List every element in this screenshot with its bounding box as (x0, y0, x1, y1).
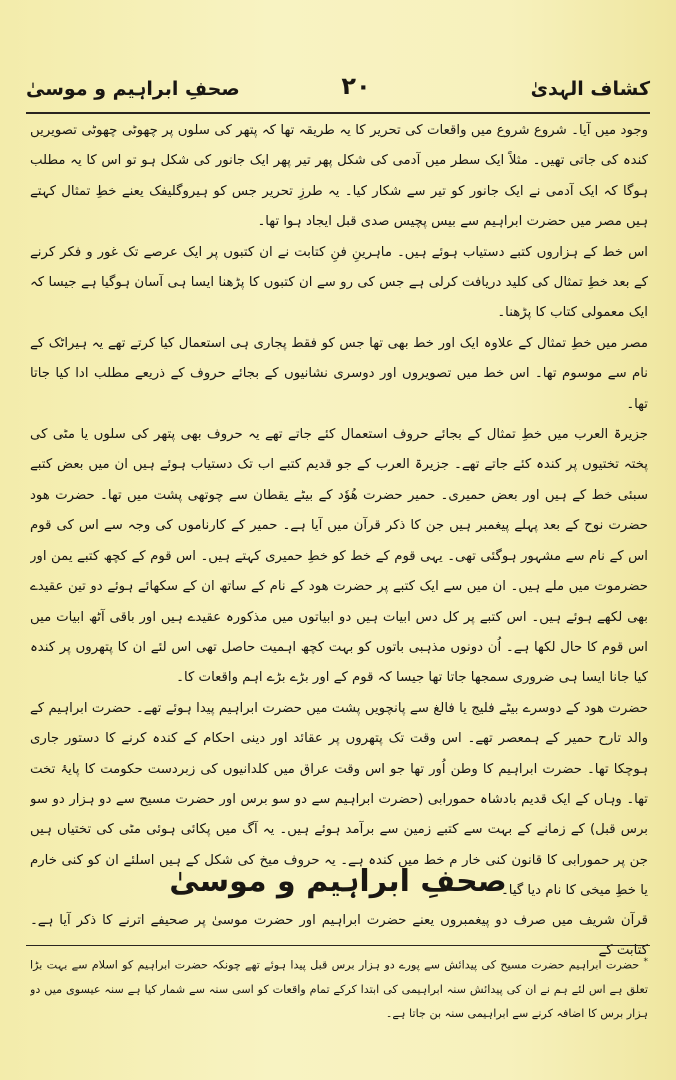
footnote-rule (26, 945, 650, 946)
page-header (26, 72, 650, 108)
footnote (30, 950, 648, 1028)
paragraph: حضرت ھود کے دوسرے بیٹے فلیج یا فالغ سے پانچویں پشت میں حضرت ابراہیم پیدا ہوئے تھے۔ حضرت ابراہیم کے والد تارح حمیر کے ہمعصر تھے۔ اس وقت تک پتھروں پر عقائد اور دینی احکام کے کندہ کرنے کا دستور جاری ہوچکا تھا۔ حضرت ابراہیم کا وطن اُور تھا جو اس وقت عراق میں کلدانیوں کی زبردست حکومت کا پایۂ تخت تھا۔ وہاں کے ایک قدیم بادشاہ حمورابی (حضرت ابراہیم سے دو سو برس اور حضرت مسیح سے دو ہزار دو سو برس قبل) کے زمانے کے بہت سے کتبے زمین سے برآمد ہوئے ہیں۔ یہ آگ میں پکائی ہوئی مٹی کی تختیاں ہیں جن پر حمورابی کا قانون کنی خار م خط میں کندہ ہے۔ یہ حروف میخ کی شکل کے ہیں اسلئے ان کو کنی خارم یا خطِ میخی کا نام دیا گیا۔ (30, 700, 648, 899)
book-title: کشاف الہدیٰ (530, 78, 650, 100)
paragraph: وجود میں آیا۔ شروع شروع میں واقعات کی تحریر کا یہ طریقہ تھا کہ پتھر کی سلوں پر چھوٹی چھوٹی تصویریں کندہ کی جاتی تھیں۔ مثلاً ایک سطر میں آدمی کی شکل پھر تیر پھر ایک جانور کی شکل ہو تو اس کا یہ مطلب ہوگا کہ ایک آدمی نے ایک جانور کو تیر سے شکار کیا۔ یہ طرزِ تحریر جس کو ہیروگلیفک یعنے خطِ تمثال کہتے ہیں مصر میں حضرت ابراہیم سے بیس پچیس صدی قبل ایجاد ہوا تھا۔ (30, 123, 648, 230)
paragraph: اس خط کے ہزاروں کتبے دستیاب ہوئے ہیں۔ ماہرینِ فنِ کتابت نے ان کتبوں پر ایک عرصے تک غور و فکر کرنے کے بعد خطِ تمثال کی کلید دریافت کرلی ہے جس کی رو سے ان کتبوں کا پڑھنا ایسا ہی آسان ہوگیا ہے جیسا کہ ایک معمولی کتاب کا پڑھنا۔ (30, 244, 648, 321)
paragraph: مصر میں خطِ تمثال کے علاوہ ایک اور خط بھی تھا جس کو فقط پجاری ہی استعمال کیا کرتے تھے یہ ہیراٹک کے نام سے موسوم تھا۔ اس خط میں تصویروں اور دوسری نشانیوں کے بجائے حروف کے ذریعے مطلب ادا کیا جاتا تھا۔ (30, 335, 648, 412)
closing-line: قرآن شریف میں صرف دو پیغمبروں یعنے حضرت ابراہیم اور حضرت موسیٰ پر صحیفے اترنے کا ذکر آیا ہے۔ کتابت کے (30, 913, 648, 958)
paragraph: جزیرۃ العرب میں خطِ تمثال کے بجائے حروف استعمال کئے جاتے تھے یہ حروف بھی پتھر کی سلوں یا مٹی کی پختہ تختیوں پر کندہ کئے جاتے تھے۔ جزیرۃ العرب کے جو قدیم کتبے اب تک دستیاب ہوئے ہیں ان میں بعض کتبے سبئی خط کے ہیں اور بعض حمیری۔ حمیر حضرت ھُوٗد کے بیٹے یقطان سے چوتھی پشت میں تھا۔ حضرت ھود حضرت نوح کے بعد پہلے پیغمبر ہیں جن کا ذکر قرآن میں آیا ہے۔ حمیر کے کارناموں کی وجہ سے اس کی قوم اس کے نام سے مشہور ہوگئی تھی۔ یہی قوم کے خط کو خطِ حمیری کہتے ہیں۔ اس قوم کے کچھ کتبے یمن اور حضرموت میں ملے ہیں۔ ان میں سے ایک کتبے پر حضرت ھود کے نام کے ساتھ ان کے سکھائے ہوئے دو تین عقیدے بھی لکھے ہوئے ہیں۔ اس کتبے پر کل دس ابیات ہیں دو ابیاتوں میں مذکورہ عقیدے ہیں اور باقی آٹھ ابیات میں اس قوم کا حال لکھا ہے۔ اُن دونوں مذہبی باتوں کو بہت کچھ اہمیت حاصل تھی اس لئے ان کا پتھروں پر کندہ کیا جانا ایسا ہی ضروری سمجھا جاتا تھا جیسا کہ قوم کے اور بڑے بڑے اہم واقعات کا۔ (30, 427, 648, 686)
footnote-text: حضرت ابراہیم حضرت مسیح کی پیدائش سے پورے دو ہزار برس قبل پیدا ہوئے تھے چونکہ حضرت ابراہیم کو اسلام سے بہت بڑا تعلق ہے اس لئے ہم نے ان کی پیدائش سنہ ابراہیمی کی ابتدا کرکے تمام واقعات کو اسی سنہ سے شمار کیا ہے سنہ عیسوی میں دو ہزار برس کا اضافہ کرنے سے ابراہیمی سنہ بن جاتا ہے۔ (30, 958, 648, 1020)
body-text (30, 116, 648, 906)
chapter-title: صحفِ ابراہیم و موسیٰ (26, 78, 240, 100)
header-rule (26, 112, 650, 114)
section-heading: صحفِ ابراہیم و موسیٰ (169, 864, 507, 899)
page-number: ۲۰ (341, 72, 371, 100)
footnote-marker: * (643, 957, 648, 967)
